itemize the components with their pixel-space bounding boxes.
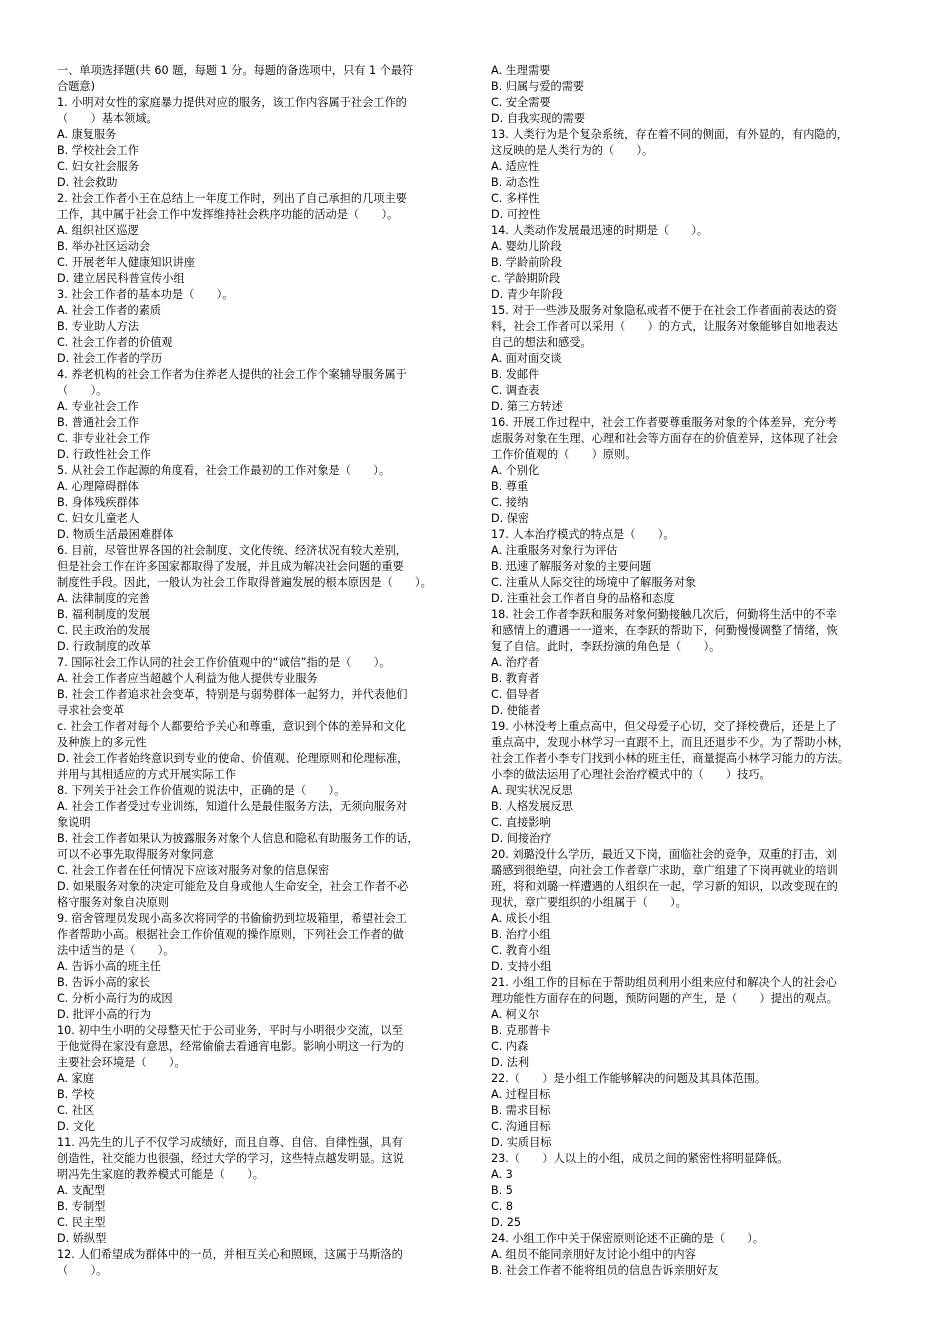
text-line: 9. 宿舍管理员发现小高多次将同学的书偷偷扔到垃圾箱里，希望社会工: [57, 912, 407, 925]
text-line: A. 社会工作者的素质: [57, 304, 162, 317]
text-line: A. 告诉小高的班主任: [57, 960, 162, 973]
text-line: 7. 国际社会工作认同的社会工作价值观中的“诚信”指的是（ ）。: [57, 656, 391, 669]
text-line: 11. 冯先生的儿子不仅学习成绩好，而且自尊、自信、自律性强，具有: [57, 1136, 403, 1149]
text-line: A. 心理障碍群体: [57, 480, 139, 493]
text-line: C. 教育小组: [491, 944, 551, 957]
text-line: D. 行政性社会工作: [57, 448, 152, 461]
text-line: （ ）。: [57, 1264, 108, 1277]
text-line: D. 建立居民科普宣传小组: [57, 272, 185, 285]
text-line: A. 社会工作者受过专业训练，知道什么是最佳服务方法，无须向服务对: [57, 800, 408, 813]
text-line: 明冯先生家庭的教养模式可能是（ ）。: [57, 1168, 264, 1181]
text-line: B. 需求目标: [491, 1104, 551, 1117]
text-line: 3. 社会工作者的基本功是（ ）。: [57, 288, 234, 301]
text-line: 16. 开展工作过程中，社会工作者要尊重服务对象的个体差异，充分考: [491, 416, 837, 429]
text-line: A. 现实状况反思: [491, 784, 573, 797]
text-line: 一、单项选择题(共 60 题，每题 1 分。每题的备选项中，只有 1 个最符: [57, 64, 414, 77]
text-line: D. 物质生活最困难群体: [57, 528, 174, 541]
text-line: B. 社会工作者如果认为披露服务对象个人信息和隐私有助服务工作的话，: [57, 832, 419, 845]
text-line: D. 社会工作者始终意识到专业的使命、价值观、伦理原则和伦理标准，: [57, 752, 409, 765]
text-line: D. 社会救助: [57, 176, 118, 189]
text-line: C. 社会工作者的价值观: [57, 336, 173, 349]
text-line: 虑服务对象在生理、心理和社会等方面存在的价值差异，这体现了社会: [491, 432, 838, 445]
text-line: A. 组织社区巡逻: [57, 224, 139, 237]
text-line: B. 迅速了解服务对象的主要问题: [491, 560, 652, 573]
text-line: B. 学校: [57, 1088, 95, 1101]
text-line: D. 如果服务对象的决定可能危及自身或他人生命安全，社会工作者不必: [57, 880, 409, 893]
text-line: 工作，其中属于社会工作中发挥维持社会秩序功能的活动是（ ）。: [57, 208, 399, 221]
text-line: 22.（ ）是小组工作能够解决的问题及其具体范围。: [491, 1072, 767, 1085]
text-line: 并用与其相适应的方式开展实际工作: [57, 768, 237, 781]
text-line: B. 5: [491, 1184, 513, 1197]
text-line: A. 婴幼儿阶段: [491, 240, 562, 253]
text-line: 理功能性方面存在的问题，预防问题的产生，是（ ）提出的观点。: [491, 992, 838, 1005]
text-line: C. 接纳: [491, 496, 529, 509]
text-line: C. 非专业社会工作: [57, 432, 151, 445]
text-line: C. 8: [491, 1200, 514, 1213]
text-line: 复了自信。此时，李跃扮演的角色是（ ）。: [491, 640, 721, 653]
text-line: C. 分析小高行为的成因: [57, 992, 173, 1005]
text-line: D. 25: [491, 1216, 521, 1229]
text-line: 这反映的是人类行为的（ ）。: [491, 144, 654, 157]
text-line: C. 倡导者: [491, 688, 540, 701]
text-line: 班，将和刘璐一样遭遇的人组织在一起，学习新的知识，以改变现在的: [491, 880, 838, 893]
text-line: 8. 下列关于社会工作价值观的说法中，正确的是（ ）。: [57, 784, 346, 797]
text-line: 18. 社会工作者李跃和服务对象何勤接触几次后，何勤将生活中的不幸: [491, 608, 837, 621]
text-line: 21. 小组工作的目标在于帮助组员利用小组来应付和解决个人的社会心: [491, 976, 837, 989]
text-line: 15. 对于一些涉及服务对象隐私或者不便于在社会工作者面前表达的资: [491, 304, 837, 317]
text-line: 13. 人类行为是个复杂系统，存在着不同的侧面，有外显的，有内隐的，: [491, 128, 848, 141]
text-line: A. 支配型: [57, 1184, 106, 1197]
text-line: C. 安全需要: [491, 96, 551, 109]
text-line: B. 专业助人方法: [57, 320, 139, 333]
text-line: 6. 目前，尽管世界各国的社会制度、文化传统、经济状况有较大差别，: [57, 544, 407, 557]
text-line: C. 妇女社会服务: [57, 160, 140, 173]
text-line: 象说明: [57, 816, 91, 829]
text-line: 格守服务对象自决原则: [57, 896, 169, 909]
text-line: D. 青少年阶段: [491, 288, 563, 301]
text-line: D. 支持小组: [491, 960, 552, 973]
text-line: A. 个别化: [491, 464, 540, 477]
text-line: （ ）基本领域。: [57, 112, 158, 125]
text-line: D. 实质目标: [491, 1136, 552, 1149]
right-column: [491, 63, 895, 1279]
text-line: 19. 小林没考上重点高中，但父母爱子心切，交了择校费后，还是上了: [491, 720, 837, 733]
text-line: 和感情上的遭遇一一道来，在李跃的帮助下，何勤慢慢调整了情绪，恢: [491, 624, 838, 637]
text-line: 料，社会工作者可以采用（ ）的方式，让服务对象能够自如地表达: [491, 320, 838, 333]
text-line: 创造性，社交能力也很强，经过大学的学习，这些特点越发明显。这说: [57, 1152, 404, 1165]
text-line: D. 间接治疗: [491, 832, 552, 845]
text-line: D. 文化: [57, 1120, 96, 1133]
text-line: C. 社区: [57, 1104, 95, 1117]
text-line: D. 保密: [491, 512, 530, 525]
text-line: C. 直接影响: [491, 816, 551, 829]
text-line: D. 娇纵型: [57, 1232, 107, 1245]
text-line: B. 治疗小组: [491, 928, 551, 941]
text-line: 小李的做法运用了心理社会治疗模式中的（ ）技巧。: [491, 768, 771, 781]
text-line: 10. 初中生小明的父母整天忙于公司业务，平时与小明很少交流，以至: [57, 1024, 403, 1037]
text-line: C. 调查表: [491, 384, 540, 397]
text-line: D. 使能者: [491, 704, 541, 717]
text-line: A. 注重服务对象行为评估: [491, 544, 618, 557]
text-line: 2. 社会工作者小王在总结上一年度工作时，列出了自己承担的几项主要: [57, 192, 407, 205]
text-line: C. 内森: [491, 1040, 529, 1053]
text-line: B. 普通社会工作: [57, 416, 139, 429]
text-line: 璐感到很绝望，向社会工作者章广求助，章广组建了下岗再就业的培训: [491, 864, 838, 877]
text-line: A. 生理需要: [491, 64, 551, 77]
text-line: D. 自我实现的需要: [491, 112, 586, 125]
text-line: 及种族上的多元性: [57, 736, 147, 749]
text-line: 社会工作者小李专门找到小林的班主任，商量提高小林学习能力的方法。: [491, 752, 850, 765]
text-line: A. 3: [491, 1168, 513, 1181]
text-line: 但是社会工作在许多国家都取得了发展，并且成为解决社会问题的重要: [57, 560, 404, 573]
text-line: 主要社会环境是（ ）。: [57, 1056, 186, 1069]
text-line: D. 行政制度的改革: [57, 640, 152, 653]
text-line: D. 第三方转述: [491, 400, 563, 413]
text-line: A. 治疗者: [491, 656, 540, 669]
text-line: C. 开展老年人健康知识讲座: [57, 256, 195, 269]
text-line: B. 归属与爱的需要: [491, 80, 585, 93]
text-line: 寻求社会变革: [57, 704, 125, 717]
text-line: A. 柯义尔: [491, 1008, 540, 1021]
left-column: [57, 63, 459, 1279]
text-line: 可以不必事先取得服务对象同意: [57, 848, 214, 861]
text-line: 23.（ ）人以上的小组，成员之间的紧密性将明显降低。: [491, 1152, 789, 1165]
text-line: C. 民主政治的发展: [57, 624, 151, 637]
text-line: 工作价值观的（ ）原则。: [491, 448, 637, 461]
text-line: c. 学龄期阶段: [491, 272, 561, 285]
text-line: A. 面对面交谈: [491, 352, 562, 365]
text-line: B. 专制型: [57, 1200, 106, 1213]
text-line: 5. 从社会工作起源的角度看，社会工作最初的工作对象是（ ）。: [57, 464, 391, 477]
text-line: A. 社会工作者应当超越个人利益为他人提供专业服务: [57, 672, 318, 685]
text-line: B. 告诉小高的家长: [57, 976, 151, 989]
text-line: A. 专业社会工作: [57, 400, 139, 413]
text-line: C. 社会工作者在任何情况下应该对服务对象的信息保密: [57, 864, 330, 877]
text-line: C. 多样性: [491, 192, 540, 205]
text-line: 法中适当的是（ ）。: [57, 944, 175, 957]
text-line: D. 注重社会工作者自身的品格和态度: [491, 592, 675, 605]
text-line: 于他觉得在家没有意思，经常偷偷去看通宵电影。影响小明这一行为的: [57, 1040, 404, 1053]
text-line: B. 克那普卡: [491, 1024, 551, 1037]
text-line: A. 成长小组: [491, 912, 551, 925]
text-line: 4. 养老机构的社会工作者为住养老人提供的社会工作个案辅导服务属于: [57, 368, 407, 381]
text-line: 14. 人类动作发展最迅速的时期是（ ）。: [491, 224, 709, 237]
text-line: 合题意): [57, 80, 95, 93]
text-line: 作者帮助小高。根据社会工作价值观的操作原则，下列社会工作者的做: [57, 928, 404, 941]
text-line: B. 人格发展反思: [491, 800, 573, 813]
text-line: A. 康复服务: [57, 128, 117, 141]
text-line: A. 法律制度的完善: [57, 592, 150, 605]
text-line: B. 福利制度的发展: [57, 608, 151, 621]
text-line: B. 社会工作者不能将组员的信息告诉亲朋好友: [491, 1264, 719, 1277]
text-line: B. 发邮件: [491, 368, 540, 381]
text-line: 重点高中，发现小林学习一直跟不上，而且还退步不少。为了帮助小林，: [491, 736, 850, 749]
text-line: 制度性手段。因此，一般认为社会工作取得普遍发展的根本原因是（ ）。: [57, 576, 432, 589]
text-line: 自己的想法和感受。: [491, 336, 592, 349]
text-line: 17. 人本治疗模式的特点是（ ）。: [491, 528, 675, 541]
text-line: C. 妇女儿童老人: [57, 512, 140, 525]
text-line: B. 社会工作者追求社会变革，特别是与弱势群体一起努力，并代表他们: [57, 688, 408, 701]
text-line: C. 注重从人际交往的场境中了解服务对象: [491, 576, 697, 589]
text-line: 20. 刘璐没什么学历，最近又下岗，面临社会的竞争，双重的打击，刘: [491, 848, 837, 861]
text-line: D. 批评小高的行为: [57, 1008, 152, 1021]
text-line: 12. 人们希望成为群体中的一员，并相互关心和照顾，这属于马斯洛的: [57, 1248, 403, 1261]
text-line: c. 社会工作者对每个人都要给予关心和尊重，意识到个体的差异和文化: [57, 720, 406, 733]
text-line: B. 动态性: [491, 176, 540, 189]
text-line: B. 学校社会工作: [57, 144, 139, 157]
text-line: 现状，章广要组织的小组属于（ ）。: [491, 896, 687, 909]
text-line: B. 举办社区运动会: [57, 240, 151, 253]
text-line: D. 可控性: [491, 208, 541, 221]
text-line: C. 民主型: [57, 1216, 106, 1229]
text-line: B. 尊重: [491, 480, 529, 493]
text-line: B. 教育者: [491, 672, 540, 685]
text-line: （ ）。: [57, 384, 108, 397]
text-line: A. 组员不能同亲朋好友讨论小组中的内容: [491, 1248, 696, 1261]
text-line: B. 身体残疾群体: [57, 496, 139, 509]
text-line: C. 沟通目标: [491, 1120, 551, 1133]
text-line: A. 过程目标: [491, 1088, 551, 1101]
text-line: D. 社会工作者的学历: [57, 352, 163, 365]
text-line: D. 法利: [491, 1056, 530, 1069]
text-line: 24. 小组工作中关于保密原则论述不正确的是（ ）。: [491, 1232, 765, 1245]
text-line: A. 家庭: [57, 1072, 94, 1085]
text-line: 1. 小明对女性的家庭暴力提供对应的服务，该工作内容属于社会工作的: [57, 96, 407, 109]
text-line: B. 学龄前阶段: [491, 256, 562, 269]
text-line: A. 适应性: [491, 160, 540, 173]
